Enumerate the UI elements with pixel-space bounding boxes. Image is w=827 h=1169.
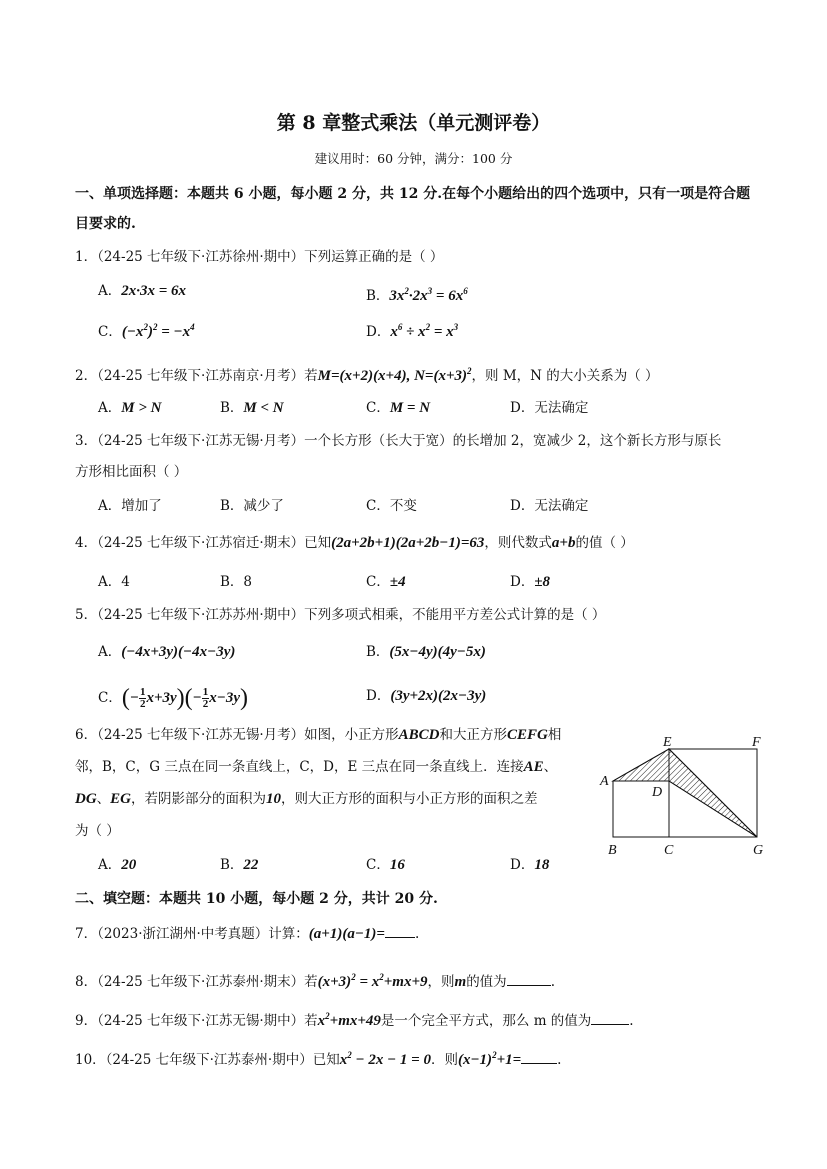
question-3-option-b[interactable]: B．减少了 [220, 498, 284, 514]
question-4-option-d[interactable]: D．±8 [510, 574, 551, 590]
question-9-text: 9．（24-25 七年级下·江苏无锡·期中）若$x^2+mx+49$是一个完全平方式，那么 m 的值为 . [75, 1011, 634, 1029]
section2-heading: 二、填空题：本题共 10 小题，每小题 2 分，共计 20 分. [75, 891, 438, 907]
section1-heading-line2: 目要求的. [75, 216, 136, 232]
question-9-math: $x^2+mx+49$ [317, 1011, 381, 1029]
question-6-option-c[interactable]: C．16 [366, 857, 405, 873]
question-2-math: M=(x+2)(x+4), $N=(x+3)^2$ [317, 366, 472, 384]
question-2-option-d[interactable]: D．无法确定 [510, 400, 589, 416]
question-4-option-b[interactable]: B．8 [220, 574, 253, 590]
answer-blank[interactable] [521, 1051, 557, 1064]
question-6-option-d[interactable]: D．18 [510, 857, 550, 873]
question-8-math: $(x+3)^2 = x^2+mx+9$ [317, 972, 428, 990]
question-10-math: $x^2 - 2x - 1 = 0$ [339, 1050, 431, 1068]
segment-eg [669, 749, 757, 837]
question-6-text-line1: 6．（24-25 七年级下·江苏无锡·月考）如图，小正方形ABCD和大正方形CEFG相 [75, 727, 562, 743]
question-1-option-a[interactable] [98, 281, 186, 301]
option-math: (− $\frac{1}{2}$ x+3y)(− $\frac{1}{2}$ x−3y) [121, 685, 248, 711]
option-label: D． [366, 324, 391, 340]
question-10-math2: $(x-1)^2+1=$ [457, 1050, 522, 1068]
question-5-option-d[interactable]: D．(3y+2x)(2x−3y) [366, 688, 487, 704]
question-4-math: (2a+2b+1)(2a+2b−1)=63 [331, 535, 485, 551]
question-6-option-b[interactable]: B．22 [220, 857, 259, 873]
section1-heading-line1: 一、单项选择题：本题共 6 小题，每小题 2 分，共 12 分.在每个小题给出的四个选项中，只有一项是符合题 [75, 186, 751, 202]
answer-blank[interactable] [385, 925, 415, 938]
option-label: A． [98, 283, 122, 299]
question-3-text-line1: 3．（24-25 七年级下·江苏无锡·月考）一个长方形（长大于宽）的长增加 2，宽减少 2，这个新长方形与原长 [75, 433, 722, 449]
question-3-text-line2: 方形相比面积（ ） [75, 464, 188, 480]
option-math: $x^6 \div x^2 = x^3$ [390, 322, 459, 340]
question-4-option-c[interactable]: C．±4 [366, 574, 406, 590]
question-4-option-a[interactable]: A．4 [98, 574, 130, 590]
question-6-option-a[interactable]: A．20 [98, 857, 137, 873]
question-7-text: 7．（2023·浙江湖州·中考真题）计算：(a+1)(a−1)= . [75, 926, 420, 942]
answer-blank[interactable] [507, 973, 551, 986]
label-a: A [600, 774, 609, 789]
option-label: C． [98, 324, 122, 340]
option-math: $(-x^2)^2 = -x^4$ [121, 322, 195, 340]
question-1-text: 1．（24-25 七年级下·江苏徐州·期中）下列运算正确的是（ ） [75, 249, 444, 265]
question-10-text: 10．（24-25 七年级下·江苏泰州·期中）已知$x^2 - 2x - 1 = 0$．则$(x-1)^2+1=$ . [75, 1050, 562, 1068]
question-2-option-c[interactable]: C．M = N [366, 400, 431, 416]
option-math: $3x^2\cdot 2x^3 = 6x^6$ [389, 286, 468, 304]
label-d: D [652, 785, 663, 800]
label-c: C [664, 843, 674, 858]
page-subtitle: 建议用时：60 分钟，满分：100 分 [314, 151, 513, 166]
question-6-text-line3: DG、EG，若阴影部分的面积为10，则大正方形的面积与小正方形的面积之差 [75, 791, 538, 807]
question-6-text-line2: 邻，B，C，G 三点在同一条直线上，C，D，E 三点在同一条直线上．连接AE、 [75, 759, 558, 775]
question-3-option-d[interactable]: D．无法确定 [510, 498, 589, 514]
question-3-option-c[interactable]: C．不变 [366, 498, 417, 514]
question-6-figure [596, 730, 776, 860]
question-1-option-d[interactable] [366, 317, 458, 342]
question-5-text: 5．（24-25 七年级下·江苏苏州·期中）下列多项式相乘，不能用平方差公式计算的是（ ） [75, 607, 606, 623]
option-math: 2x·3x = 6x [121, 283, 187, 299]
question-5-option-c[interactable]: C．(− $\frac{1}{2}$ x+3y)(− $\frac{1}{2}$ x−3y) [98, 685, 248, 711]
question-2-option-a[interactable]: A．M > N [98, 400, 162, 416]
page-title: 第 8 章整式乘法（单元测评卷） [276, 112, 551, 134]
question-3-option-a[interactable]: A．增加了 [98, 498, 162, 514]
question-4-text: 4．（24-25 七年级下·江苏宿迁·期末）已知(2a+2b+1)(2a+2b−1)=63，则代数式a+b的值（ ） [75, 535, 634, 551]
question-1-option-b[interactable] [366, 281, 468, 306]
label-f: F [752, 735, 761, 750]
label-e: E [663, 735, 672, 750]
segment-dg [669, 781, 757, 837]
label-b: B [608, 843, 617, 858]
option-label: B． [366, 288, 390, 304]
question-2-text: 2．（24-25 七年级下·江苏南京·月考）若M=(x+2)(x+4), $N=(x+3)^2$，则 M，N 的大小关系为（ ） [75, 366, 659, 384]
question-2-option-b[interactable]: B．M < N [220, 400, 284, 416]
question-5-option-a[interactable]: A．(−4x+3y)(−4x−3y) [98, 644, 236, 660]
question-8-text: 8．（24-25 七年级下·江苏泰州·期末）若$(x+3)^2 = x^2+mx+9$，则m的值为 . [75, 972, 555, 990]
answer-blank[interactable] [591, 1012, 629, 1025]
question-1-option-c[interactable] [98, 317, 195, 342]
question-5-option-b[interactable]: B．(5x−4y)(4y−5x) [366, 644, 486, 660]
label-g: G [753, 843, 764, 858]
question-6-text-line4: 为（ ） [75, 823, 120, 839]
